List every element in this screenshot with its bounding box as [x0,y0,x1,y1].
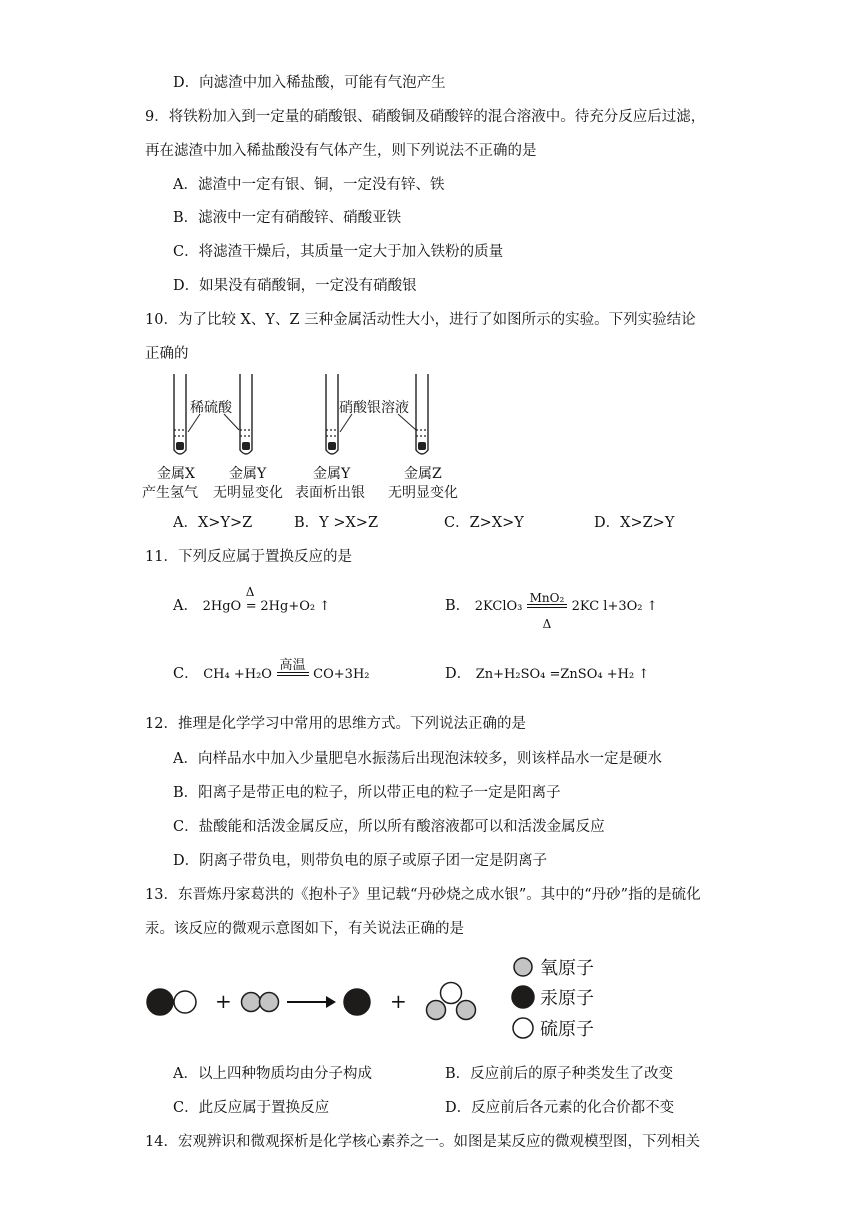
oxygen-atom [457,1001,476,1020]
plus-sign-1: + [215,989,232,1013]
q10-stem-line1: 10．为了比较 X、Y、Z 三种金属活动性大小，进行了如图所示的实验。下列实验结论 [145,312,696,328]
q11-option-d: D． Zn+H₂SO₄ =ZnSO₄ +H₂ ↑ [445,666,650,682]
legend-mercury-icon [512,986,534,1008]
reaction-arrow-icon [326,996,336,1008]
q12-option-d: D．阴离子带负电，则带负电的原子或原子团一定是阴离子 [173,853,548,869]
legend-sulfur-icon [513,1018,533,1038]
legend-oxygen-label: 氧原子 [540,958,594,979]
legend-mercury-label: 汞原子 [540,988,594,1009]
q12-option-c: C．盐酸能和活泼金属反应，所以所有酸溶液都可以和活泼金属反应 [173,819,605,835]
tube1-result: 产生氢气 [142,485,198,501]
q10-option-d: D．X>Z>Y [594,515,675,531]
q13-reaction-diagram [140,950,620,1045]
q10-option-c: C．Z>X>Y [444,515,524,531]
q14-stem-line1: 14．宏观辨识和微观探析是化学核心素养之一。如图是某反应的微观模型图，下列相关 [145,1134,700,1150]
q13-stem-line1: 13．东晋炼丹家葛洪的《抱朴子》里记载“丹砂烧之成水银”。其中的“丹砂”指的是硫化 [145,887,701,903]
q10-option-a: A．X>Y>Z [173,515,253,531]
q13-option-b: B．反应前后的原子种类发生了改变 [445,1066,674,1082]
tube3-result: 表面析出银 [295,485,365,501]
oxygen-atom [242,993,261,1012]
q11-option-c: C． CH₄ +H₂O 高温 CO+3H₂ [173,658,370,682]
q13-option-d: D．反应前后各元素的化合价都不变 [445,1100,675,1116]
sulfur-atom [441,983,462,1004]
tube2-metal: 金属Y [229,466,267,482]
legend-sulfur-label: 硫原子 [540,1019,594,1040]
q13-option-a: A．以上四种物质均由分子构成 [173,1066,372,1082]
q12-stem: 12．推理是化学学习中常用的思维方式。下列说法正确的是 [145,716,526,732]
q9-option-b: B．滤液中一定有硝酸锌、硝酸亚铁 [173,210,402,226]
oxygen-atom [260,993,279,1012]
q8-option-d: D．向滤渣中加入稀盐酸，可能有气泡产生 [173,75,446,91]
q10-stem-line2: 正确的 [145,346,189,362]
tube3-metal: 金属Y [313,466,351,482]
sulfur-atom [174,991,196,1013]
q11-stem: 11．下列反应属于置换反应的是 [145,549,352,565]
plus-sign-2: + [390,989,407,1013]
q9-option-d: D．如果没有硝酸铜，一定没有硝酸银 [173,278,417,294]
q10-option-b: B．Y >X>Z [294,515,379,531]
mercury-atom [147,989,173,1015]
tube2-result: 无明显变化 [213,485,283,501]
q11-option-b: B． 2KClO₃ MnO₂ Δ 2KC l+3O₂ ↑ [445,591,658,631]
tube4-metal: 金属Z [404,466,442,482]
silver-nitrate-label: 硝酸银溶液 [339,400,409,416]
oxygen-atom [427,1001,446,1020]
q11-option-a: A． 2HgO Δ = 2Hg+O₂ ↑ [173,585,331,614]
q9-stem-line2: 再在滤渣中加入稀盐酸没有气体产生，则下列说法不正确的是 [145,143,537,159]
tube1-metal: 金属X [157,466,195,482]
q13-stem-line2: 汞。该反应的微观示意图如下，有关说法正确的是 [145,921,464,937]
q9-option-c: C．将滤渣干燥后，其质量一定大于加入铁粉的质量 [173,244,504,260]
acid-label: 稀硫酸 [190,400,232,416]
q9-stem-line1: 9．将铁粉加入到一定量的硝酸银、硝酸铜及硝酸锌的混合溶液中。待充分反应后过滤， [145,109,706,125]
q13-option-c: C．此反应属于置换反应 [173,1100,330,1116]
q12-option-b: B．阳离子是带正电的粒子，所以带正电的粒子一定是阳离子 [173,785,561,801]
q9-option-a: A．滤渣中一定有银、铜，一定没有锌、铁 [173,177,445,193]
q10-test-tube-figure [140,370,480,505]
q12-option-a: A．向样品水中加入少量肥皂水振荡后出现泡沫较多，则该样品水一定是硬水 [173,751,662,767]
tube4-result: 无明显变化 [388,485,458,501]
mercury-atom [344,989,370,1015]
legend-oxygen-icon [514,958,532,976]
